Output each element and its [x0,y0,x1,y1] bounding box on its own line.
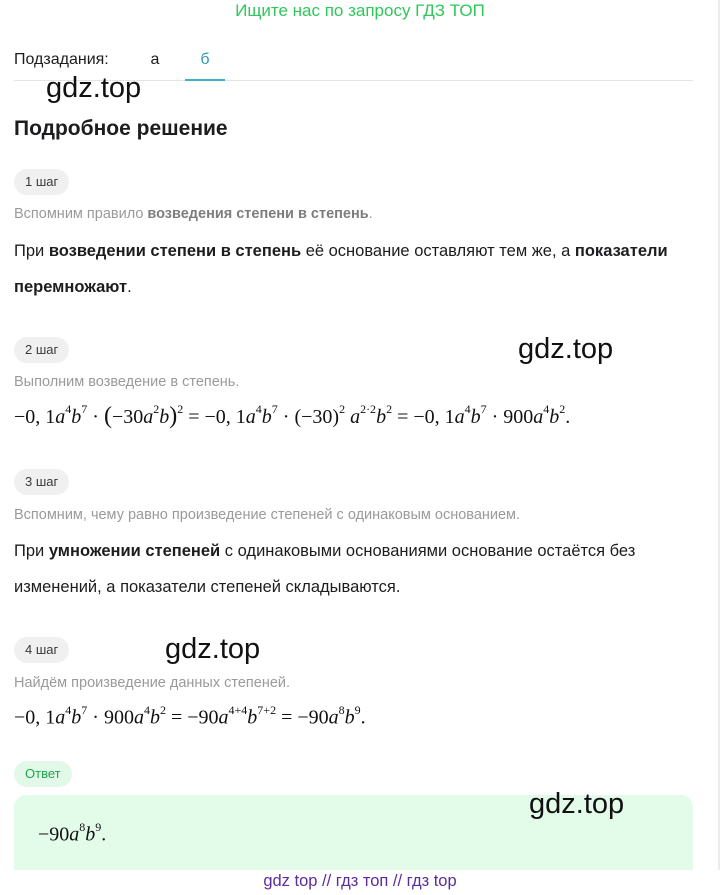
step-4-hint: Найдём произведение данных степеней. [14,675,291,691]
step-2-formula: −0, $1a^4b^7 \cdot (-30a^2b)^2 = -0$, $1a^4b^7 \cdot (-30)^2$ $a^{2\cdot 2}b^2 = -0$, $1a^4b^7 \cdot 900a^4b^2$. [14,402,571,429]
promo-banner[interactable]: Ищите нас по запросу ГДЗ ТОП [235,1,485,20]
step-4-badge: 4 шаг [14,637,69,663]
step-3-text: При умножении степеней с одинаковыми основаниями основание остаётся без изменений, а показатели степеней складываются. [14,542,636,596]
watermark: gdz.top [165,633,261,665]
step-3-badge: 3 шаг [14,469,69,495]
answer-formula: $-90a^8b^9$. [38,820,107,846]
watermark: gdz.top [529,788,625,820]
watermark: gdz.top [46,72,142,104]
step-1-badge: 1 шаг [14,169,69,195]
step-2-badge: 2 шаг [14,337,69,363]
answer-badge: Ответ [14,761,72,787]
subtasks-label: Подзадания: [14,51,109,68]
footer-links[interactable]: gdz top // гдз топ // гдз top [0,870,720,895]
watermark: gdz.top [518,333,614,365]
step-1-hint: Вспомним правило возведения степени в степень. [14,206,373,222]
step-2-hint: Выполним возведение в степень. [14,374,240,390]
step-3-hint: Вспомним, чему равно произведение степеней с одинаковым основанием. [14,507,521,523]
solution-heading: Подробное решение [14,117,228,140]
step-4-formula: −0, $1a^4b^7 \cdot 900a^4b^2 = -90a^{4+4}b^{7+2} = -90a^8b^9$. [14,703,366,729]
step-1-text: При возведении степени в степень её основание оставляют тем же, а показатели перемножают. [14,242,668,296]
tab-subtask-b[interactable]: б [185,51,225,81]
tab-subtask-a[interactable]: а [150,51,160,68]
